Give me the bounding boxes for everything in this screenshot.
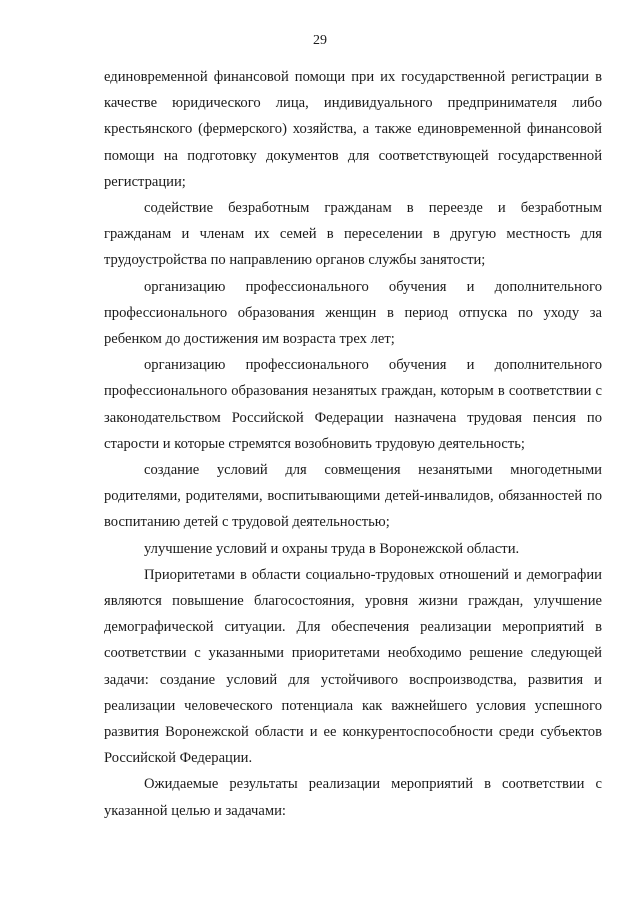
paragraph-expected-results: Ожидаемые результаты реализации мероприятий в соответствии с указанной целью и задачами:: [104, 776, 602, 819]
paragraph-pensioner-training: организацию профессионального обучения и дополнительного профессионального образования незанятых граждан, которым в соответствии с законодательством Российской Федерации назначена трудовая пенсия по старости и которые стремятся возобновить трудовую деятельность;: [104, 357, 602, 452]
document-body: [104, 64, 602, 824]
paragraph-parent-conditions: создание условий для совмещения незанятыми многодетными родителями, родителями, воспитывающими детей-инвалидов, обязанностей по воспитанию детей с трудовой деятельностью;: [104, 462, 602, 531]
paragraph-priorities: Приоритетами в области социально-трудовых отношений и демографии являются повышение благосостояния, уровня жизни граждан, улучшение демографической ситуации. Для обеспечения реализации мероприятий в соответствии с указанными приоритетами необходимо решение следующей задачи: создание условий для устойчивого воспроизводства, развития и реализации человеческого потенциала как важнейшего условия успешного развития Воронежской области и ее конкурентоспособности среди субъектов Российской Федерации.: [104, 566, 602, 767]
page-number: 29: [313, 33, 327, 48]
paragraph-continuation: единовременной финансовой помощи при их государственной регистрации в качестве юридического лица, индивидуального предпринимателя либо крестьянского (фермерского) хозяйства, а также единовременной финансовой помощи на подготовку документов для соответствующей государственной регистрации;: [104, 69, 602, 190]
paragraph-labor-safety: улучшение условий и охраны труда в Воронежской области.: [144, 540, 520, 557]
paragraph-relocation-assistance: содействие безработным гражданам в переезде и безработным гражданам и членам их семей в переселении в другую местность для трудоустройства по направлению органов службы занятости;: [104, 200, 602, 269]
paragraph-women-training: организацию профессионального обучения и дополнительного профессионального образования женщин в период отпуска по уходу за ребенком до достижения им возраста трех лет;: [104, 278, 602, 348]
